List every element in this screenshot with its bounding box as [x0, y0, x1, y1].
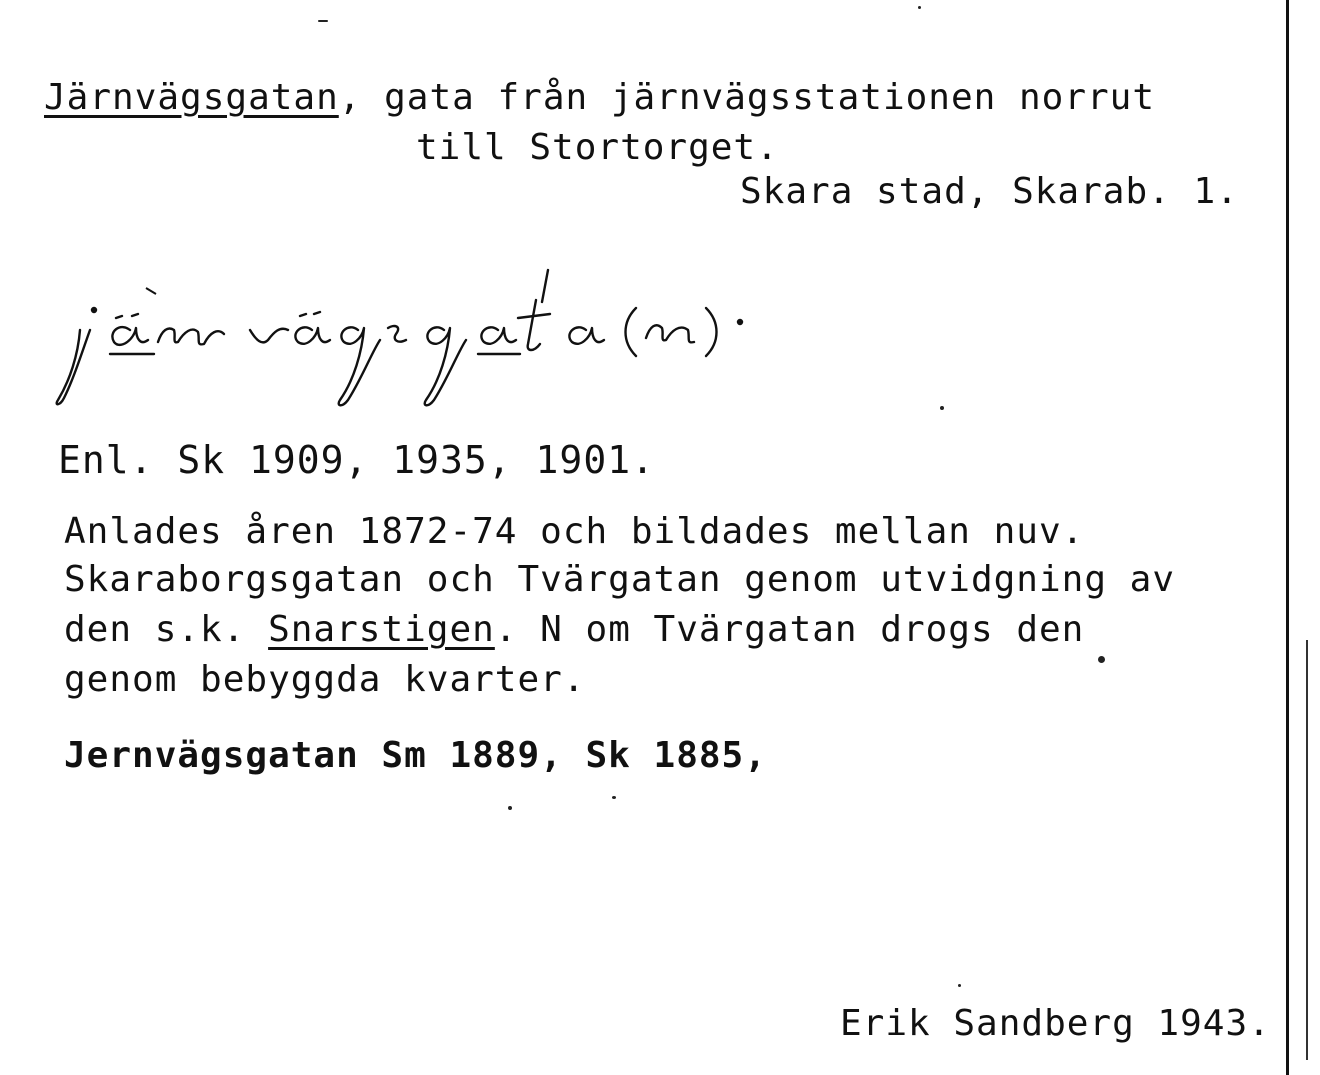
history-line-1: Anlades åren 1872-74 och bildades mellan nuv. — [64, 511, 1085, 552]
handwritten-form — [50, 260, 850, 420]
scan-speck — [1098, 656, 1105, 663]
scan-speck — [958, 984, 961, 987]
definition-text: , gata från järnvägsstationen norrut — [338, 77, 1156, 118]
source-reference: Skara stad, Skarab. 1. — [740, 171, 1239, 212]
history-line-4: genom bebyggda kvarter. — [64, 659, 586, 700]
card-edge-line — [1286, 0, 1289, 1075]
headword: Järnvägsgatan — [44, 77, 339, 118]
scan-speck — [940, 406, 944, 410]
history-line-2: Skaraborgsgatan och Tvärgatan genom utvidgning av — [64, 559, 1176, 600]
signature: Erik Sandberg 1943. — [840, 1003, 1271, 1044]
history-line-3-prefix: den s.k. — [64, 609, 269, 650]
history-line-3-suffix: . N om Tvärgatan drogs den — [494, 609, 1085, 650]
snarstigen-underlined: Snarstigen — [268, 609, 495, 650]
scan-speck — [612, 796, 616, 799]
handwriting-drawing — [50, 260, 850, 420]
headword-line — [44, 78, 1155, 118]
enl-line: Enl. Sk 1909, 1935, 1901. — [58, 438, 655, 482]
definition-continuation: till Stortorget. — [416, 127, 779, 168]
variant-line: Jernvägsgatan Sm 1889, Sk 1885, — [64, 735, 767, 776]
scan-speck — [318, 20, 328, 22]
scan-speck — [508, 806, 512, 810]
card-edge-line-lower — [1306, 640, 1308, 1060]
history-line-3 — [64, 610, 1084, 650]
scan-speck — [918, 6, 921, 9]
